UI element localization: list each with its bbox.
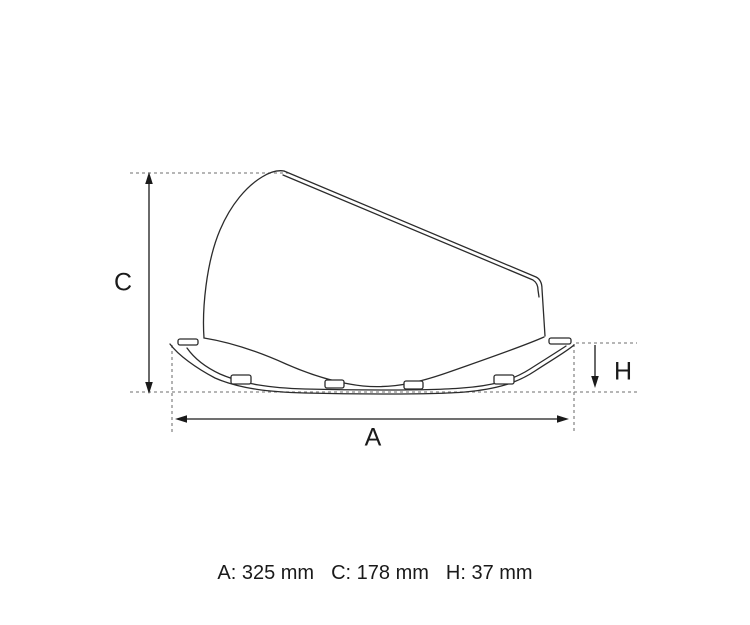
dome-ridge-outer [284,171,545,336]
base-tab-right [549,338,571,344]
caption-a-value: A: 325 mm [217,562,315,584]
dome-front-edge [204,171,284,338]
arrow-heads [145,172,599,423]
dim-a-arrowhead-right [557,415,569,423]
dome-ridge-inner [283,175,539,297]
dim-label-a: A [364,423,382,452]
dim-c-arrowhead-up [145,172,153,184]
mounting-pad-1 [231,375,251,384]
dim-label-c: C [113,268,133,297]
antenna-outline [170,171,574,394]
dimension-arrows [145,172,599,423]
caption-h-value: H: 37 mm [445,562,533,584]
dome-bottom-edge [204,337,544,387]
caption-c-value: C: 178 mm [331,562,429,584]
dim-label-h: H [613,357,633,386]
dim-h-arrowhead-down [591,376,599,388]
dim-c-arrowhead-down [145,382,153,394]
mounting-pad-3 [404,381,423,389]
dimension-caption [0,561,750,585]
mounting-pad-2 [325,380,344,388]
dim-a-arrowhead-left [175,415,187,423]
mounting-pad-4 [494,375,514,384]
base-tab-left [178,339,198,345]
